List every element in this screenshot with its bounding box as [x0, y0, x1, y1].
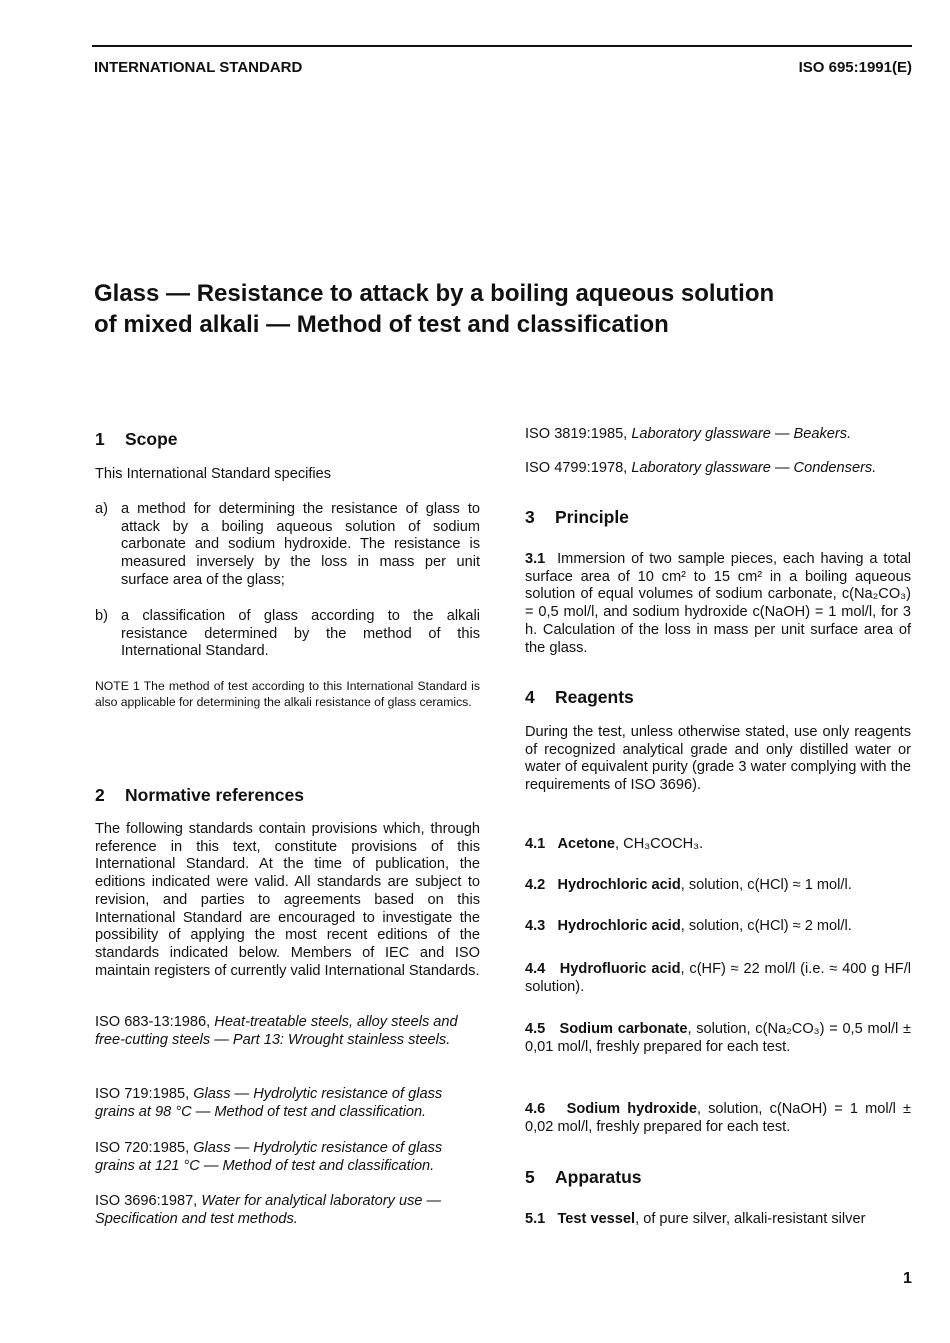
section-title: Reagents [555, 687, 634, 707]
clause-number: 4.3 [525, 918, 546, 934]
section-number: 5 [525, 1167, 535, 1187]
reference-title: Glass — Hydrolytic resistance of glass grains at 98 °C — Method of test and classification. [95, 1086, 443, 1120]
reagent-text: , solution, c(HCl) ≈ 2 mol/l. [680, 918, 852, 934]
apparatus-text: , of pure silver, alkali-resistant silver [635, 1211, 866, 1227]
item-text: a method for determining the resistance of glass to attack by a boiling aqueous solution of sodium carbonate and sodium hydroxide. The resistance is measured inversely by the loss in mass per unit surface area of the glass; [121, 501, 480, 588]
clause-number: 3.1 [525, 551, 546, 567]
section-heading-principle [525, 507, 629, 528]
reagent-term: Acetone [557, 836, 616, 852]
reagent-item [525, 1101, 911, 1136]
item-label: b) [95, 608, 108, 624]
title-line: of mixed alkali — Method of test and classification [94, 311, 669, 338]
reagent-item [525, 918, 911, 936]
reagent-text: , solution, c(Na₂CO₃) = 0,5 mol/l ± 0,01 mol/l, freshly prepared for each test. [525, 1021, 911, 1055]
title-line: Glass — Resistance to attack by a boiling aqueous solution [94, 280, 775, 307]
reference-entry [525, 460, 911, 478]
document-title [94, 278, 894, 340]
clause-text: Immersion of two sample pieces, each having a total surface area of 10 cm² to 15 cm² in a boiling aqueous solution of equal volumes of sodium carbonate, c(Na₂CO₃) = 0,5 mol/l, and sodium hydroxide c(NaOH) = 1 mol/l, for 3 h. Calculation of the loss in mass per unit surface area of the glass. [525, 551, 911, 656]
reagent-term: Hydrochloric acid [557, 877, 681, 893]
section-title: Scope [125, 429, 178, 449]
section-number: 4 [525, 687, 535, 707]
apparatus-term: Test vessel [557, 1211, 636, 1227]
reagent-term: Hydrochloric acid [557, 918, 681, 934]
reference-code: ISO 4799:1978, [525, 460, 628, 476]
header-right: ISO 695:1991(E) [798, 59, 912, 76]
reagent-term: Hydrofluoric acid [559, 961, 681, 977]
reagent-text: , c(HF) ≈ 22 mol/l (i.e. ≈ 400 g HF/l solution). [525, 961, 912, 995]
scope-item-b [95, 608, 480, 661]
reference-entry [525, 426, 911, 444]
header-left: INTERNATIONAL STANDARD [94, 59, 303, 76]
section-heading-apparatus [525, 1167, 642, 1188]
clause-number: 4.2 [525, 877, 546, 893]
section-heading-reagents [525, 687, 634, 708]
section-heading-normative-references [95, 785, 304, 806]
reagent-item [525, 836, 911, 854]
reference-code: ISO 3696:1987, [95, 1193, 198, 1209]
clause-number: 5.1 [525, 1211, 546, 1227]
reference-entry [95, 1086, 480, 1121]
reagent-item [525, 961, 911, 996]
normative-references-paragraph: The following standards contain provisions which, through reference in this text, constitute provisions of this International Standard. At the time of publication, the editions indicated were valid. All standards are subject to revision, and parties to agreements based on this International Standard are encouraged to investigate the possibility of applying the most recent editions of the standards indicated below. Members of IEC and ISO maintain registers of currently valid International Standards. [95, 821, 480, 979]
reagent-term: Sodium hydroxide [566, 1101, 697, 1117]
section-number: 1 [95, 429, 105, 449]
reference-title: Laboratory glassware — Condensers. [631, 460, 877, 476]
reference-entry [95, 1193, 480, 1228]
reagent-term: Sodium carbonate [559, 1021, 688, 1037]
item-text: a classification of glass according to the alkali resistance determined by the method of this International Standard. [121, 608, 480, 660]
page-number: 1 [903, 1270, 912, 1287]
apparatus-item [525, 1211, 911, 1229]
clause-number: 4.1 [525, 836, 546, 852]
item-label: a) [95, 501, 108, 517]
clause-number: 4.6 [525, 1101, 546, 1117]
scope-intro: This International Standard specifies [95, 466, 332, 482]
reagent-text: , solution, c(HCl) ≈ 1 mol/l. [680, 877, 852, 893]
principle-3-1 [525, 551, 911, 657]
reference-entry [95, 1014, 480, 1049]
section-number: 3 [525, 507, 535, 527]
clause-number: 4.5 [525, 1021, 546, 1037]
reagents-paragraph: During the test, unless otherwise stated, use only reagents of recognized analytical grade and only distilled water or water of equivalent purity (grade 3 water complying with the requirements of ISO 3696). [525, 724, 911, 794]
scope-item-a [95, 501, 480, 590]
section-title: Normative references [125, 785, 304, 805]
reference-code: ISO 3819:1985, [525, 426, 628, 442]
section-title: Principle [555, 507, 629, 527]
reference-code: ISO 719:1985, [95, 1086, 190, 1102]
reagent-item [525, 1021, 911, 1056]
reagent-item [525, 877, 911, 895]
clause-number: 4.4 [525, 961, 546, 977]
reference-title: Water for analytical laboratory use — Specification and test methods. [95, 1193, 442, 1227]
reference-title: Laboratory glassware — Beakers. [631, 426, 852, 442]
section-heading-scope [95, 429, 178, 450]
section-number: 2 [95, 785, 105, 805]
scope-note: NOTE 1 The method of test according to this International Standard is also applicable for determining the alkali resistance of glass ceramics. [95, 679, 480, 709]
reference-code: ISO 720:1985, [95, 1140, 190, 1156]
reagent-text: , solution, c(NaOH) = 1 mol/l ± 0,02 mol/l, freshly prepared for each test. [525, 1101, 912, 1135]
header-rule [92, 45, 912, 47]
section-title: Apparatus [555, 1167, 642, 1187]
reference-entry [95, 1140, 480, 1175]
reference-code: ISO 683-13:1986, [95, 1014, 211, 1030]
reference-title: Heat-treatable steels, alloy steels and free-cutting steels — Part 13: Wrought stainless steels. [95, 1014, 458, 1048]
reagent-text: , CH₃COCH₃. [615, 836, 704, 852]
reference-title: Glass — Hydrolytic resistance of glass grains at 121 °C — Method of test and classification. [95, 1140, 443, 1174]
